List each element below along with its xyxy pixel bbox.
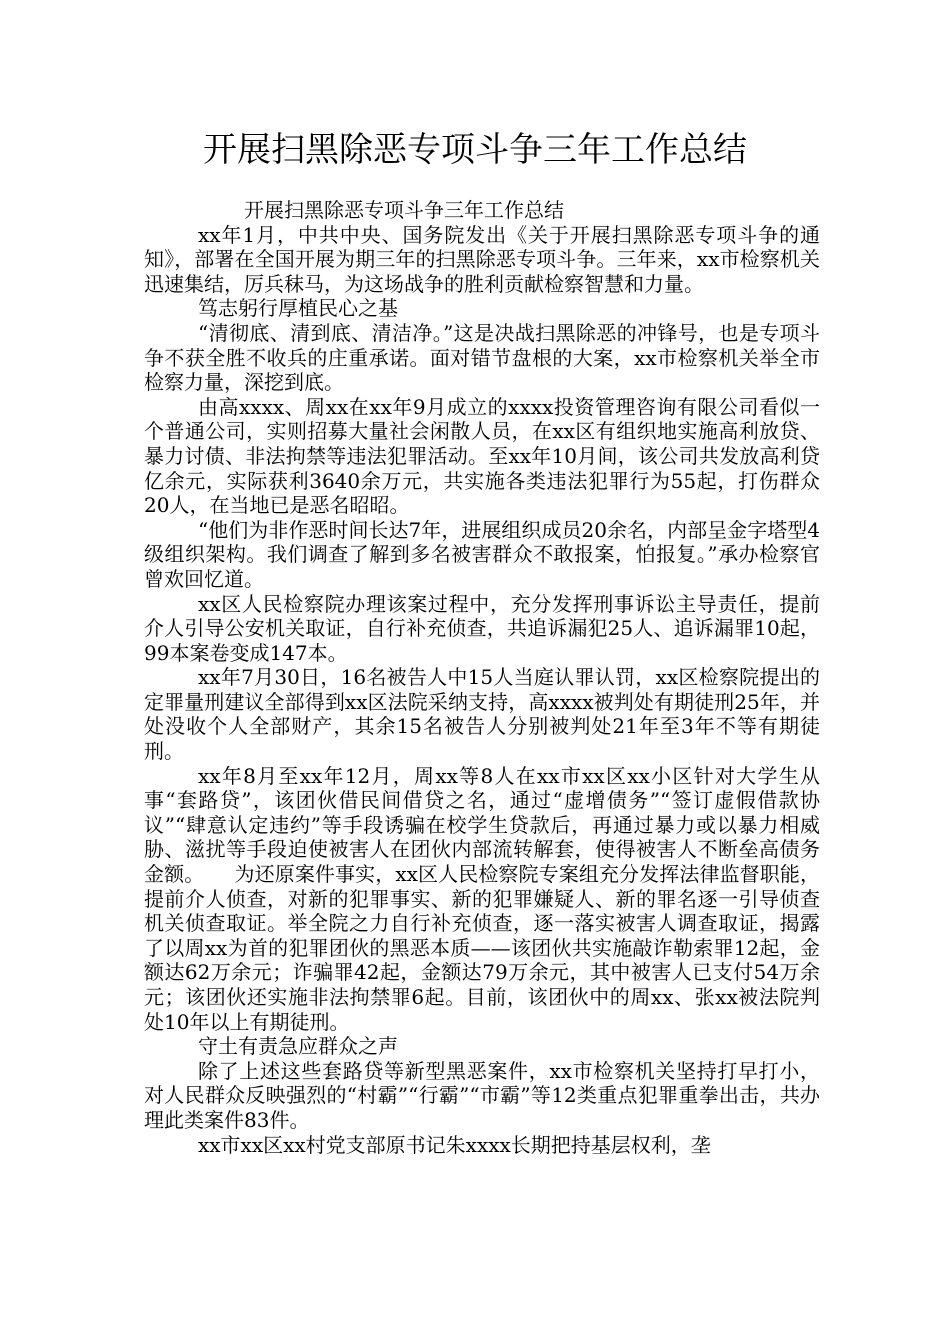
paragraph: xx年1月，中共中央、国务院发出《关于开展扫黑除恶专项斗争的通知》，部署在全国开展为期三年的扫黑除恶专项斗争。三年来，xx市检察机关迅速集结，厉兵秣马，为这场战争的胜利贡献检察智慧和力量。 <box>144 222 820 296</box>
paragraph: xx市xx区xx村党支部原书记朱xxxx长期把持基层权利，垄 <box>198 1132 711 1157</box>
document-title: 开展扫黑除恶专项斗争三年工作总结 <box>203 130 747 170</box>
document-body <box>144 198 820 1157</box>
paragraph: 除了上述这些套路贷等新型黑恶案件，xx市检察机关坚持打早打小，对人民群众反映强烈的“村霸”“行霸”“市霸”等12类重点犯罪重拳出击，共办理此类案件83件。 <box>144 1058 820 1132</box>
paragraph: xx区人民检察院办理该案过程中，充分发挥刑事诉讼主导责任，提前介人引导公安机关取证，自行补充侦查，共追诉漏犯25人、追诉漏罪10起，99本案卷变成147本。 <box>144 591 820 665</box>
paragraph: 由高xxxx、周xx在xx年9月成立的xxxx投资管理咨询有限公司看似一个普通公司，实则招募大量社会闲散人员，在xx区有组织地实施高利放贷、暴力讨债、非法拘禁等违法犯罪活动。至xx年10月间，该公司共发放高利贷亿余元，实际获利3640余万元，共实施各类违法犯罪行为55起，打伤群众20人，在当地已是恶名昭昭。 <box>144 394 820 518</box>
paragraph: “清彻底、清到底、清洁净。”这是决战扫黑除恶的冲锋号，也是专项斗争不获全胜不收兵的庄重承诺。面对错节盘根的大案，xx市检察机关举全市检察力量，深挖到底。 <box>144 320 820 395</box>
paragraph: “他们为非作恶时间长达7年，进展组织成员20余名，内部呈金字塔型4级组织架构。我们调查了解到多名被害群众不敢报案，怕报复。”承办检察官曾欢回忆道。 <box>144 517 820 591</box>
document-subtitle: 开展扫黑除恶专项斗争三年工作总结 <box>244 198 564 222</box>
section-heading: 守土有责急应群众之声 <box>198 1034 398 1059</box>
section-heading: 笃志躬行厚植民心之基 <box>198 296 398 321</box>
paragraph: xx年7月30日，16名被告人中15人当庭认罪认罚，xx区检察院提出的定罪量刑建议全部得到xx区法院采纳支持，高xxxx被判处有期徒刑25年，并处没收个人全部财产，其余15名被告人分别被判处21年至3年不等有期徒刑。 <box>144 665 820 764</box>
paragraph: xx年8月至xx年12月，周xx等8人在xx市xx区xx小区针对大学生从事“套路贷”，该团伙借民间借贷之名，通过“虚增债务”“签订虚假借款协议”“肆意认定违约”等手段诱骗在校学生贷款后，再通过暴力或以暴力相威胁、滋扰等手段迫使被害人在团伙内部流转解套，使得被害人不断垒高债务金额。 为还原案件事实，xx区人民检察院专案组充分发挥法律监督职能，提前介人侦查，对新的犯罪事实、新的犯罪嫌疑人、新的罪名逐一引导侦查机关侦查取证。举全院之力自行补充侦查，逐一落实被害人调查取证，揭露了以周xx为首的犯罪团伙的黑恶本质——该团伙共实施敲诈勒索罪12起，金额达62万余元；诈骗罪42起，金额达79万余元，其中被害人已支付54万余元；该团伙还实施非法拘禁罪6起。目前，该团伙中的周xx、张xx被法院判处10年以上有期徒刑。 <box>144 763 820 1034</box>
